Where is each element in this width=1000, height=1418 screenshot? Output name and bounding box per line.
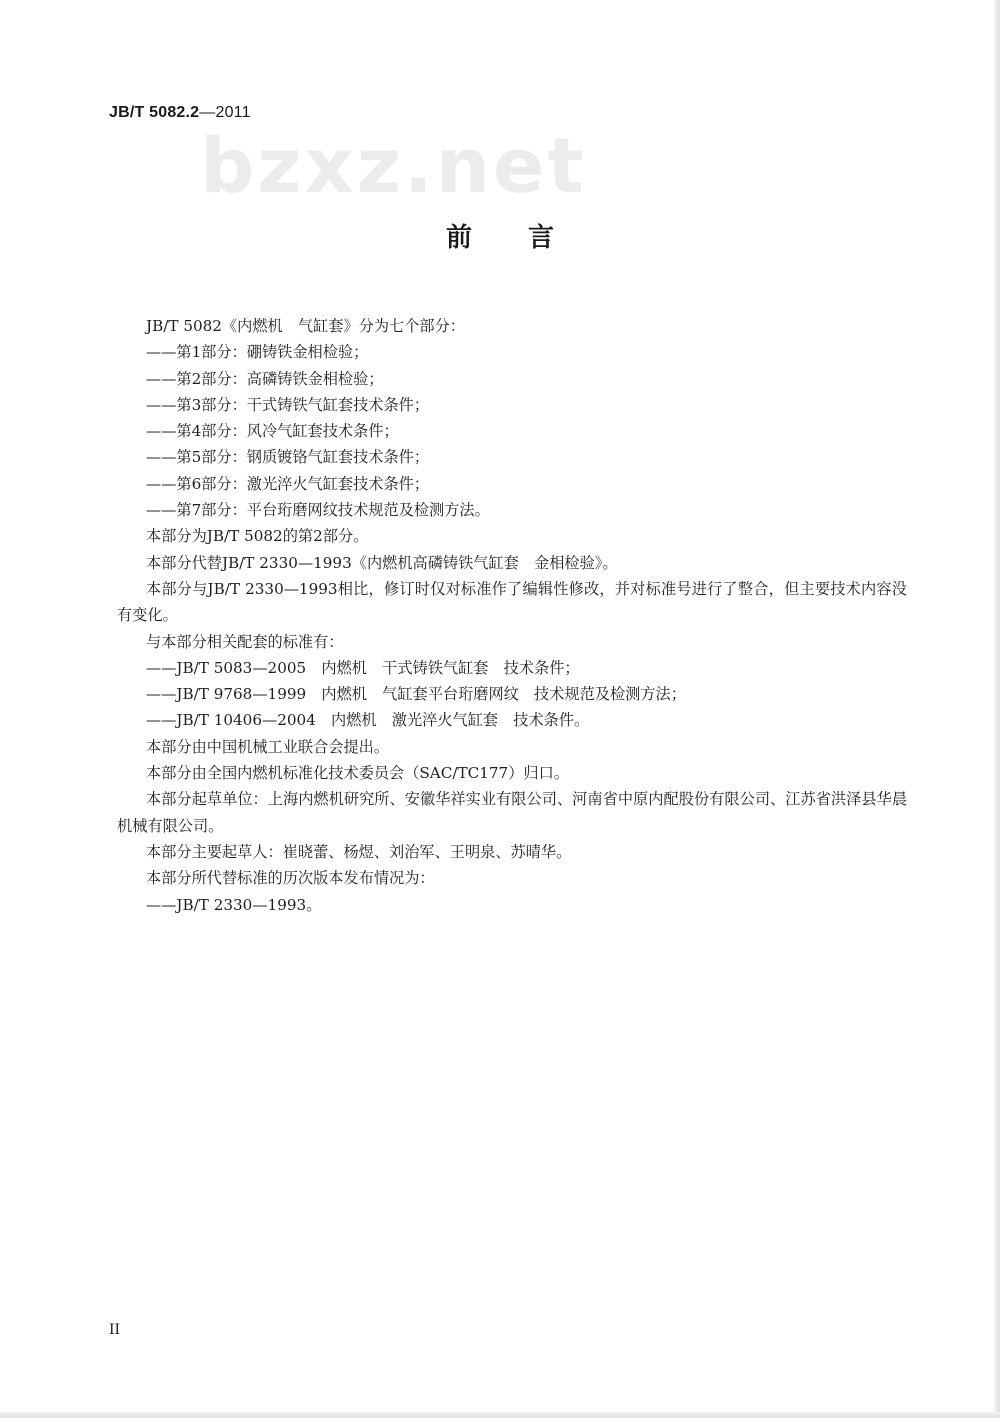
- related-standard-item: ——JB/T 10406—2004 内燃机 激光淬火气缸套 技术条件。: [146, 711, 590, 730]
- foreword-line: 本部分所代替标准的历次版本发布情况为：: [146, 869, 435, 888]
- page-number: II: [109, 1322, 121, 1338]
- watermark: bzxz.net: [200, 121, 587, 210]
- foreword-line: 本部分由中国机械工业联合会提出。: [146, 737, 389, 756]
- foreword-body: [117, 313, 907, 918]
- previous-edition-item: ——JB/T 2330—1993。: [146, 895, 322, 914]
- foreword-line: 本部分代替JB/T 2330—1993《内燃机高磷铸铁气缸套 金相检验》。: [146, 553, 618, 572]
- foreword-line: JB/T 5082《内燃机 气缸套》分为七个部分：: [146, 317, 465, 335]
- related-standard-item: ——JB/T 9768—1999 内燃机 气缸套平台珩磨网纹 技术规范及检测方法；: [146, 685, 686, 704]
- standard-year: —2011: [199, 104, 251, 121]
- standard-code: JB/T 5082.2: [109, 104, 200, 121]
- standard-code-header: [109, 104, 251, 122]
- page-edge-bottom: [0, 1412, 1000, 1418]
- foreword-line: 与本部分相关配套的标准有：: [146, 632, 344, 651]
- part-list-item: ——第4部分：风冷气缸套技术条件；: [146, 422, 399, 441]
- part-list-item: ——第2部分：高磷铸铁金相检验；: [146, 369, 384, 388]
- part-list-item: ——第5部分：钢质镀铬气缸套技术条件；: [146, 448, 430, 467]
- part-list-item: ——第3部分：干式铸铁气缸套技术条件；: [146, 395, 430, 414]
- related-standard-item: ——JB/T 5083—2005 内燃机 干式铸铁气缸套 技术条件；: [146, 658, 580, 677]
- page-title: 前言: [445, 223, 610, 253]
- drafting-units-paragraph: 本部分起草单位：上海内燃机研究所、安徽华祥实业有限公司、河南省中原内配股份有限公司、江苏省洪泽县华晨机械有限公司。: [117, 790, 907, 835]
- part-list-item: ——第6部分：激光淬火气缸套技术条件；: [146, 474, 430, 493]
- revision-paragraph: 本部分与JB/T 2330—1993相比，修订时仅对标准作了编辑性修改，并对标准号进行了整合，但主要技术内容没有变化。: [117, 579, 907, 625]
- part-list-item: ——第1部分：硼铸铁金相检验；: [146, 343, 369, 362]
- page-edge-right: [994, 0, 1000, 1418]
- foreword-line: 本部分主要起草人：崔晓蕾、杨煜、刘治军、王明泉、苏晴华。: [146, 842, 572, 861]
- part-list-item: ——第7部分：平台珩磨网纹技术规范及检测方法。: [146, 501, 490, 520]
- foreword-line: 本部分由全国内燃机标准化技术委员会（SAC/TC177）归口。: [146, 764, 569, 783]
- foreword-line: 本部分为JB/T 5082的第2部分。: [146, 527, 369, 546]
